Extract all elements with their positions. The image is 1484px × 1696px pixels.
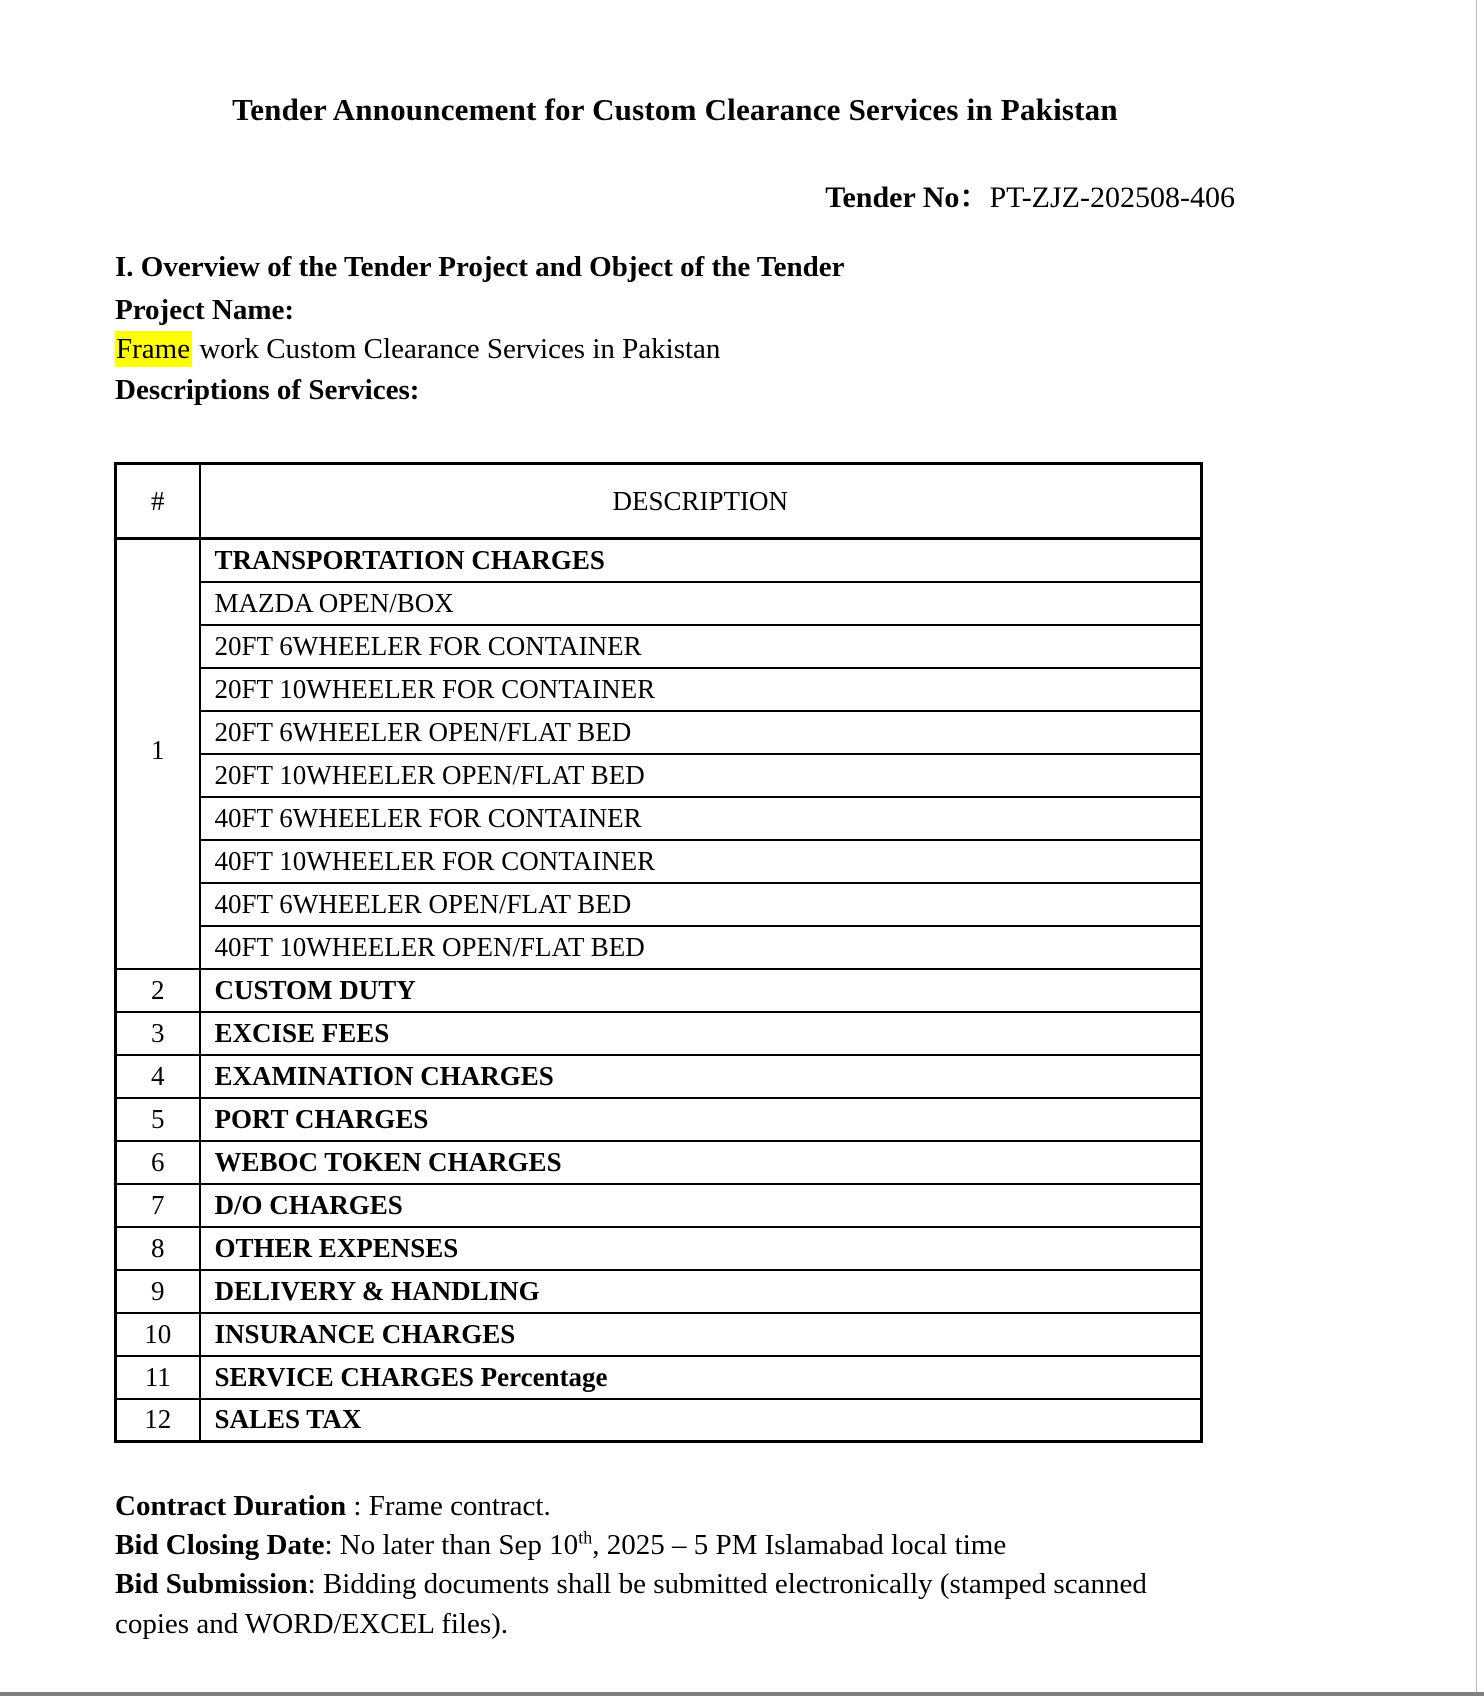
contract-duration-value: : Frame contract. [346, 1490, 551, 1522]
row-number-cell: 6 [116, 1141, 200, 1184]
row-number-cell: 4 [116, 1055, 200, 1098]
project-name-label: Project Name: [115, 294, 294, 326]
table-row [116, 1141, 1202, 1184]
table-row [116, 1227, 1202, 1270]
bid-closing-date-line [115, 1525, 1006, 1565]
description-cell: OTHER EXPENSES [200, 1227, 1202, 1270]
table-row [116, 668, 1202, 711]
ordinal-superscript: th [578, 1527, 593, 1548]
row-number-cell: 9 [116, 1270, 200, 1313]
description-cell: SERVICE CHARGES Percentage [200, 1356, 1202, 1399]
table-row [116, 625, 1202, 668]
description-cell: D/O CHARGES [200, 1184, 1202, 1227]
table-row [116, 1270, 1202, 1313]
table-row [116, 1399, 1202, 1442]
description-column-header: DESCRIPTION [200, 464, 1202, 539]
description-cell: 40FT 6WHEELER OPEN/FLAT BED [200, 883, 1202, 926]
row-number-cell: 8 [116, 1227, 200, 1270]
table-row [116, 582, 1202, 625]
table-row [116, 539, 1202, 582]
bid-closing-value-pre: : No later than Sep 10 [324, 1529, 579, 1561]
description-cell: 20FT 10WHEELER FOR CONTAINER [200, 668, 1202, 711]
descriptions-of-services-label: Descriptions of Services: [115, 374, 420, 406]
table-row [116, 711, 1202, 754]
window-bottom-edge [0, 1692, 1484, 1696]
table-row [116, 1012, 1202, 1055]
bid-submission-label: Bid Submission [115, 1568, 308, 1600]
table-row [116, 969, 1202, 1012]
bid-closing-value-post: , 2025 – 5 PM Islamabad local time [592, 1529, 1007, 1561]
tender-number-value: PT-ZJZ-202508-406 [989, 181, 1235, 214]
table-row [116, 926, 1202, 969]
table-row [116, 1356, 1202, 1399]
description-cell: CUSTOM DUTY [200, 969, 1202, 1012]
project-name-rest: work Custom Clearance Services in Pakistan [192, 333, 721, 365]
bid-submission-value: : Bidding documents shall be submitted electronically (stamped scanned copies and WORD/EXCEL files). [115, 1568, 1147, 1640]
description-cell: 20FT 6WHEELER OPEN/FLAT BED [200, 711, 1202, 754]
description-cell: MAZDA OPEN/BOX [200, 582, 1202, 625]
table-row [116, 797, 1202, 840]
bid-closing-label: Bid Closing Date [115, 1529, 325, 1561]
row-number-cell: 1 [116, 539, 200, 969]
table-row [116, 1313, 1202, 1356]
description-cell: 40FT 6WHEELER FOR CONTAINER [200, 797, 1202, 840]
description-cell: EXAMINATION CHARGES [200, 1055, 1202, 1098]
row-number-cell: 3 [116, 1012, 200, 1055]
description-cell: EXCISE FEES [200, 1012, 1202, 1055]
overview-section-heading: I. Overview of the Tender Project and Object of the Tender [115, 251, 845, 283]
table-row [116, 840, 1202, 883]
window-right-edge [1476, 0, 1477, 1692]
description-cell: WEBOC TOKEN CHARGES [200, 1141, 1202, 1184]
description-cell: INSURANCE CHARGES [200, 1313, 1202, 1356]
description-cell: PORT CHARGES [200, 1098, 1202, 1141]
description-cell: 20FT 10WHEELER OPEN/FLAT BED [200, 754, 1202, 797]
description-cell: 40FT 10WHEELER FOR CONTAINER [200, 840, 1202, 883]
row-number-cell: 5 [116, 1098, 200, 1141]
bid-submission-line [115, 1564, 1220, 1644]
contract-duration-label: Contract Duration [115, 1490, 347, 1522]
tender-number-label: Tender No： [825, 181, 990, 214]
row-number-cell: 12 [116, 1399, 200, 1442]
document-title: Tender Announcement for Custom Clearance Services in Pakistan [232, 92, 1118, 127]
description-cell: 40FT 10WHEELER OPEN/FLAT BED [200, 926, 1202, 969]
number-column-header: # [116, 464, 200, 539]
services-table [114, 462, 1203, 1443]
table-row [116, 883, 1202, 926]
table-header-row [116, 464, 1202, 539]
row-number-cell: 11 [116, 1356, 200, 1399]
table-row [116, 1055, 1202, 1098]
table-row [116, 1184, 1202, 1227]
description-cell: SALES TAX [200, 1399, 1202, 1442]
row-number-cell: 7 [116, 1184, 200, 1227]
row-number-cell: 2 [116, 969, 200, 1012]
contract-duration-line [115, 1486, 551, 1526]
description-cell: TRANSPORTATION CHARGES [200, 539, 1202, 582]
highlighted-text: Frame [116, 333, 191, 365]
project-name-value [115, 333, 720, 366]
table-row [116, 754, 1202, 797]
tender-number-line [115, 172, 1235, 216]
row-number-cell: 10 [116, 1313, 200, 1356]
table-row [116, 1098, 1202, 1141]
description-cell: 20FT 6WHEELER FOR CONTAINER [200, 625, 1202, 668]
description-cell: DELIVERY & HANDLING [200, 1270, 1202, 1313]
